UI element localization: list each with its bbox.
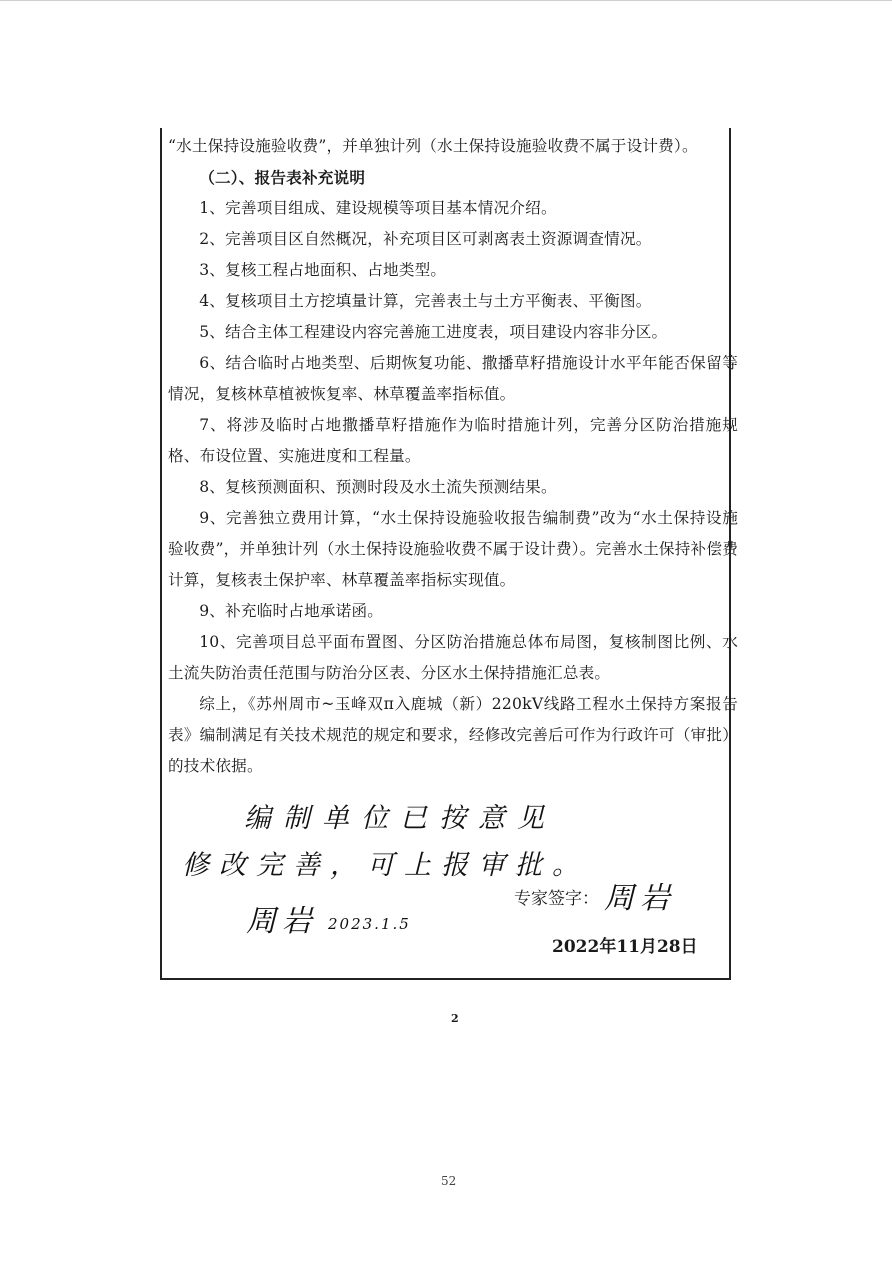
paragraph-item-6: 6、结合临时占地类型、后期恢复功能、撒播草籽措施设计水平年能否保留等情况，复核林草植被恢复率、林草覆盖率指标值。	[168, 354, 738, 403]
paragraph-item-4: 4、复核项目土方挖填量计算，完善表土与土方平衡表、平衡图。	[199, 292, 652, 310]
handwritten-note-line-1: 编制单位已按意见	[244, 803, 556, 834]
paragraph-item-9b: 9、补充临时占地承诺函。	[199, 602, 384, 620]
signature-date: 2022年11月28日	[552, 937, 698, 957]
page-number: 52	[441, 1174, 457, 1188]
page-top-border	[0, 0, 892, 1]
handwritten-note-line-2: 修改完善，可上报审批。	[182, 850, 589, 881]
paragraph-item-2: 2、完善项目区自然概况，补充项目区可剥离表土资源调查情况。	[199, 230, 652, 248]
paragraph-continuation: “水土保持设施验收费”，并单独计列（水土保持设施验收费不属于设计费）。	[168, 137, 698, 155]
paragraph-item-5: 5、结合主体工程建设内容完善施工进度表，项目建设内容非分区。	[199, 323, 668, 341]
opinion-text	[168, 131, 738, 782]
inner-page-number: 2	[451, 1012, 459, 1025]
paragraph-item-9: 9、完善独立费用计算，“水土保持设施验收报告编制费”改为“水土保持设施验收费”，并单独计列（水土保持设施验收费不属于设计费）。完善水土保持补偿费计算，复核表土保护率、林草覆盖率指标实现值。	[168, 509, 738, 589]
paragraph-item-8: 8、复核预测面积、预测时段及水土流失预测结果。	[199, 478, 557, 496]
expert-signature-label: 专家签字：	[514, 889, 599, 909]
handwritten-date: 2023.1.5	[328, 915, 411, 933]
expert-signature: 周岩	[604, 881, 676, 916]
paragraph-item-7: 7、将涉及临时占地撒播草籽措施作为临时措施计列，完善分区防治措施规格、布设位置、实施进度和工程量。	[168, 416, 738, 465]
paragraph-item-1: 1、完善项目组成、建设规模等项目基本情况介绍。	[199, 199, 557, 217]
paragraph-item-10: 10、完善项目总平面布置图、分区防治措施总体布局图，复核制图比例、水土流失防治责任范围与防治分区表、分区水土保持措施汇总表。	[168, 633, 738, 682]
section-heading: （二）、报告表补充说明	[199, 168, 366, 187]
paragraph-item-3: 3、复核工程占地面积、占地类型。	[199, 261, 447, 279]
paragraph-conclusion: 综上，《苏州周市~玉峰双π入鹿城（新）220kV线路工程水土保持方案报告表》编制满足有关技术规范的规定和要求，经修改完善后可作为行政许可（审批）的技术依据。	[168, 695, 738, 775]
handwritten-signature: 周岩	[246, 904, 318, 939]
